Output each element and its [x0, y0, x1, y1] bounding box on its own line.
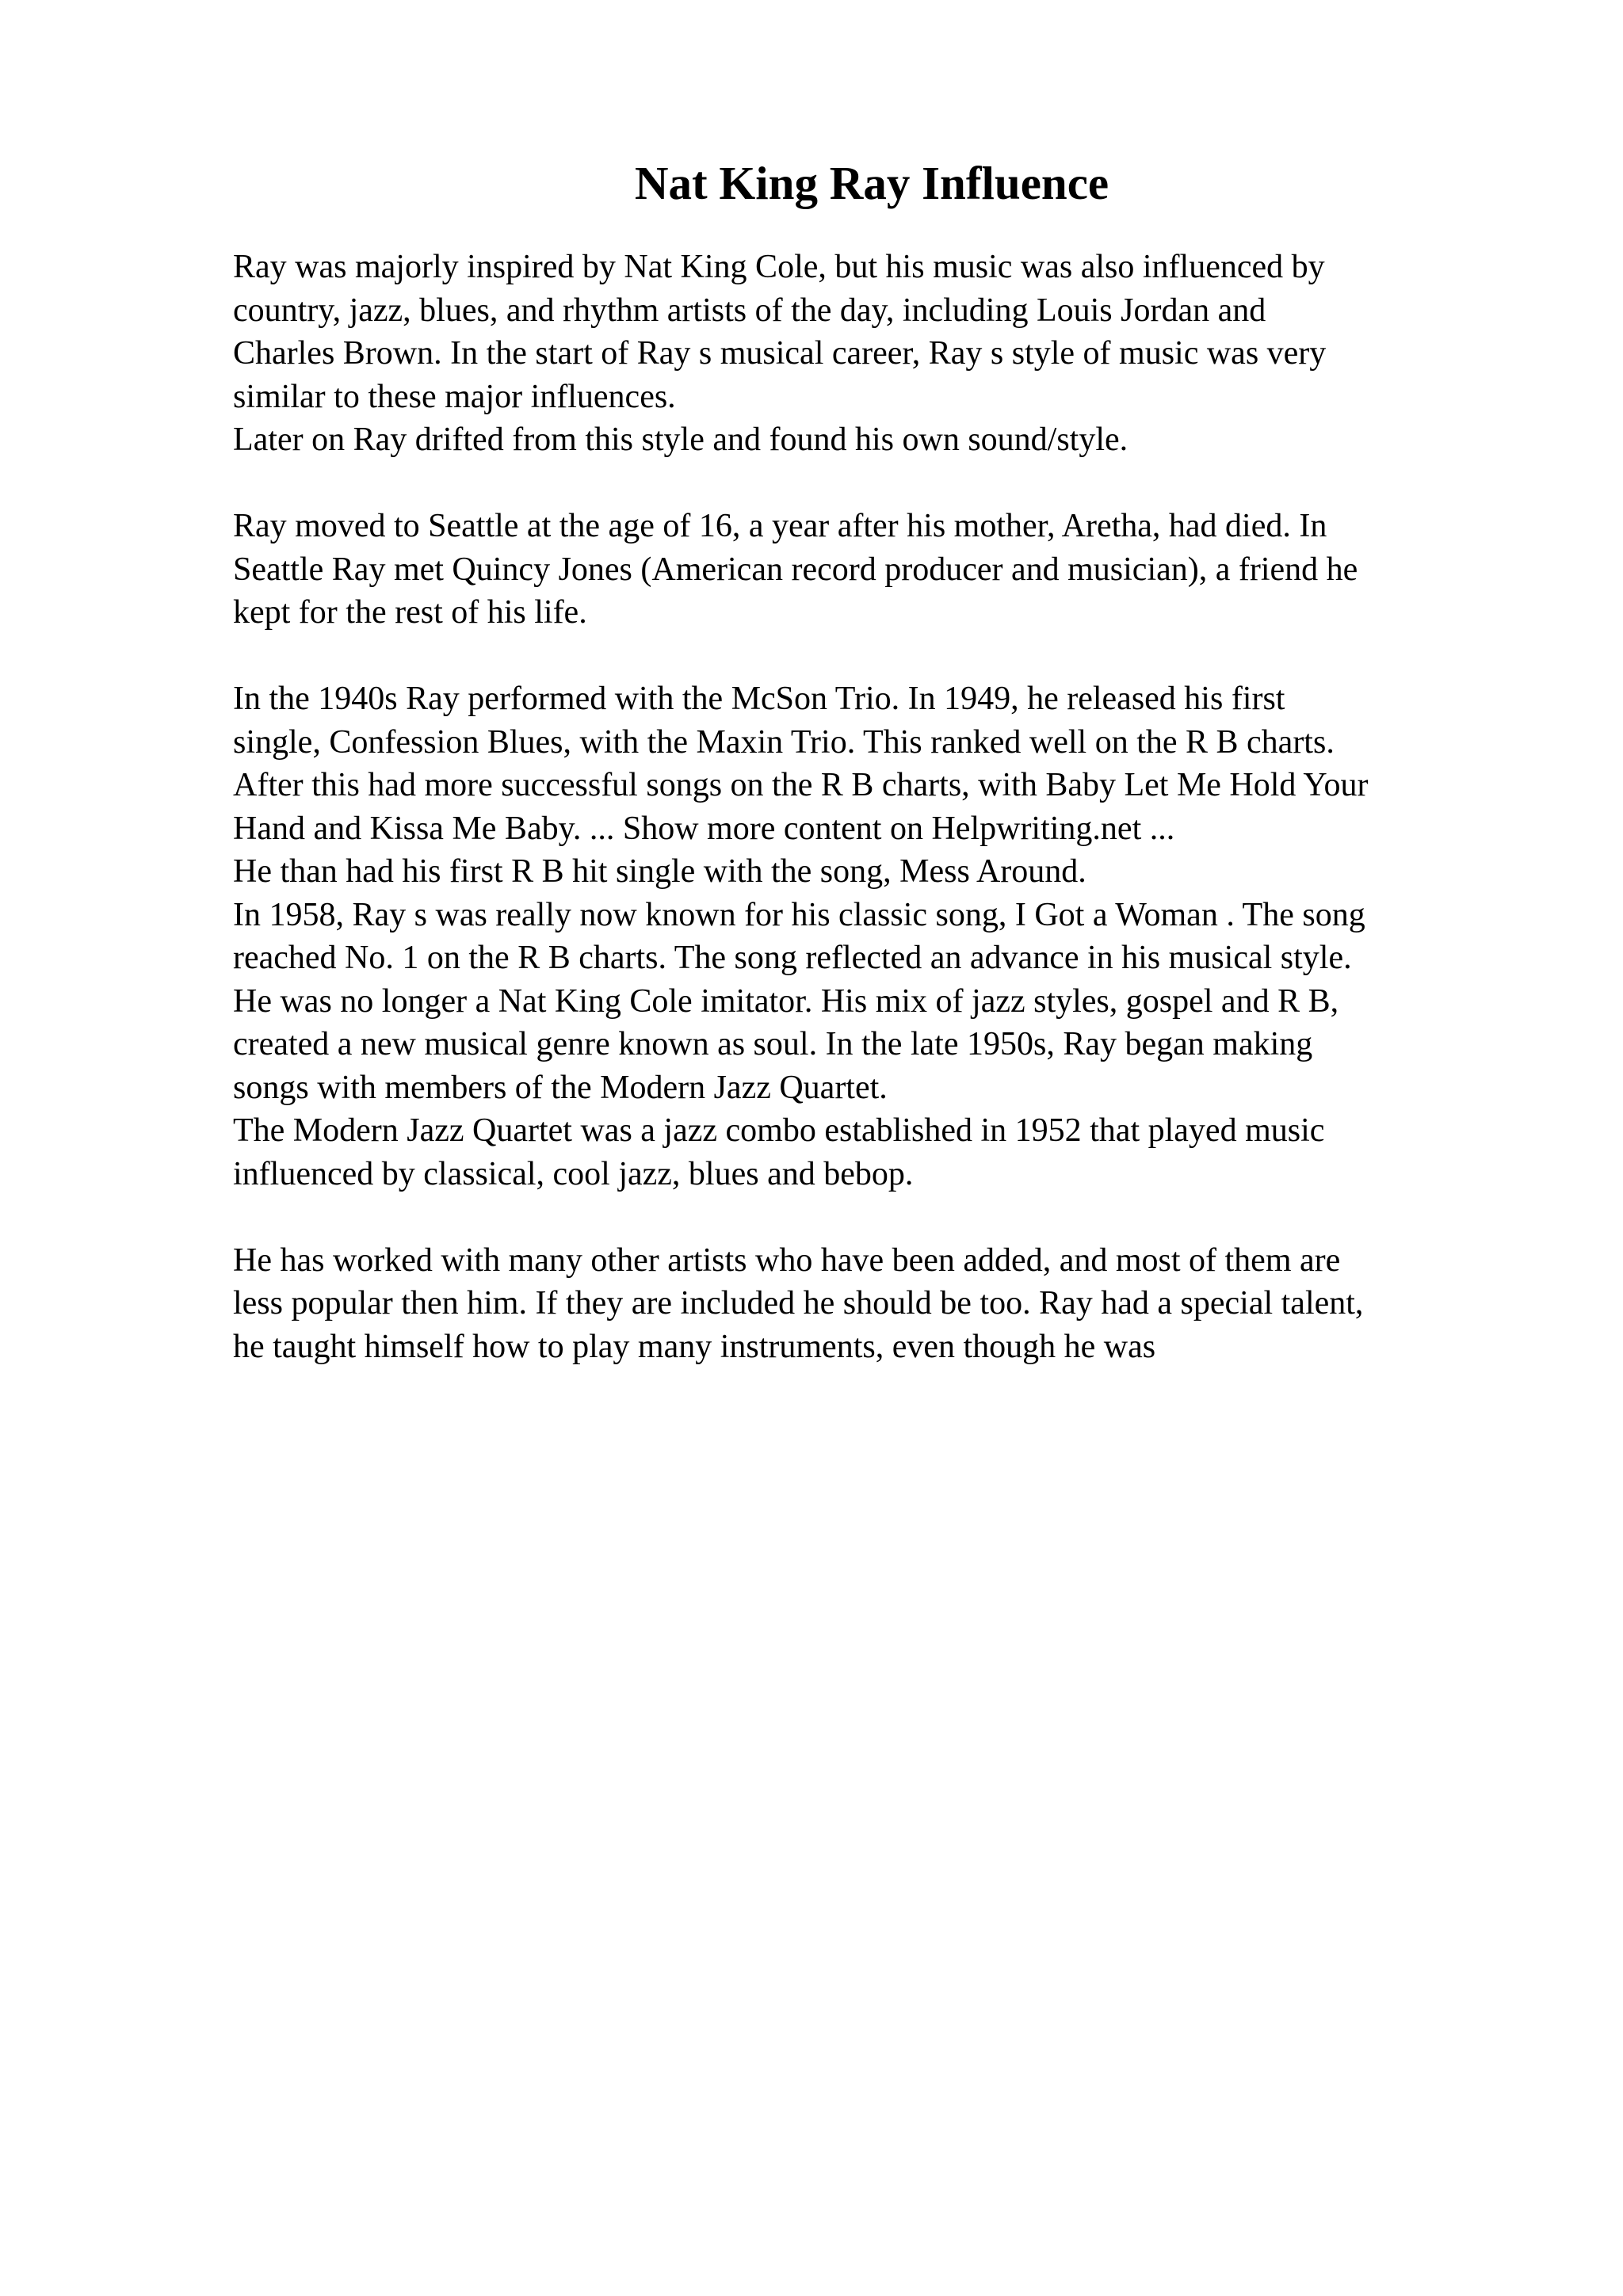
text-line: created a new musical genre known as soul. In the late 1950s, Ray began making	[233, 1026, 1313, 1062]
text-line: kept for the rest of his life.	[233, 594, 587, 631]
text-line: single, Confession Blues, with the Maxin Trio. This ranked well on the R B charts.	[233, 723, 1335, 761]
text-line: similar to these major influences.	[233, 378, 676, 415]
text-line: In the 1940s Ray performed with the McSon Trio. In 1949, he released his first	[233, 681, 1285, 717]
paragraph-gap	[233, 635, 1549, 678]
text-line: reached No. 1 on the R B charts. The song reflected an advance in his musical style.	[233, 940, 1352, 976]
text-line: influenced by classical, cool jazz, blues and bebop.	[233, 1155, 914, 1192]
text-line: Later on Ray drifted from this style and found his own sound/style.	[233, 421, 1128, 458]
text-line: he taught himself how to play many instruments, even though he was	[233, 1328, 1156, 1365]
text-line: country, jazz, blues, and rhythm artists of the day, including Louis Jordan and	[233, 292, 1266, 329]
text-line: In 1958, Ray s was really now known for his classic song, I Got a Woman . The song	[233, 896, 1365, 933]
text-line: less popular then him. If they are included he should be too. Ray had a special talent,	[233, 1285, 1364, 1322]
paragraph-gap	[233, 462, 1549, 505]
paragraph-gap	[233, 1196, 1549, 1239]
text-line: Hand and Kissa Me Baby. ... Show more content on Helpwriting.net ...	[233, 810, 1175, 847]
text-line: After this had more successful songs on the R B charts, with Baby Let Me Hold Your	[233, 767, 1369, 803]
text-line: Ray moved to Seattle at the age of 16, a year after his mother, Aretha, had died. In	[233, 508, 1327, 544]
text-line: He was no longer a Nat King Cole imitator. His mix of jazz styles, gospel and R B,	[233, 982, 1339, 1020]
text-line: Charles Brown. In the start of Ray s musical career, Ray s style of music was very	[233, 335, 1327, 372]
text-line: Ray was majorly inspired by Nat King Cole, but his music was also influenced by	[233, 249, 1325, 285]
text-line: He has worked with many other artists who have been added, and most of them are	[233, 1241, 1341, 1279]
text-line: Seattle Ray met Quincy Jones (American record producer and musician), a friend he	[233, 551, 1358, 588]
page-title: Nat King Ray Influence	[634, 157, 1109, 209]
text-line: He than had his first R B hit single with the song, Mess Around.	[233, 853, 1086, 890]
text-line: songs with members of the Modern Jazz Quartet.	[233, 1069, 888, 1106]
text-line: The Modern Jazz Quartet was a jazz combo established in 1952 that played music	[233, 1112, 1325, 1149]
document-body	[233, 246, 1549, 1368]
